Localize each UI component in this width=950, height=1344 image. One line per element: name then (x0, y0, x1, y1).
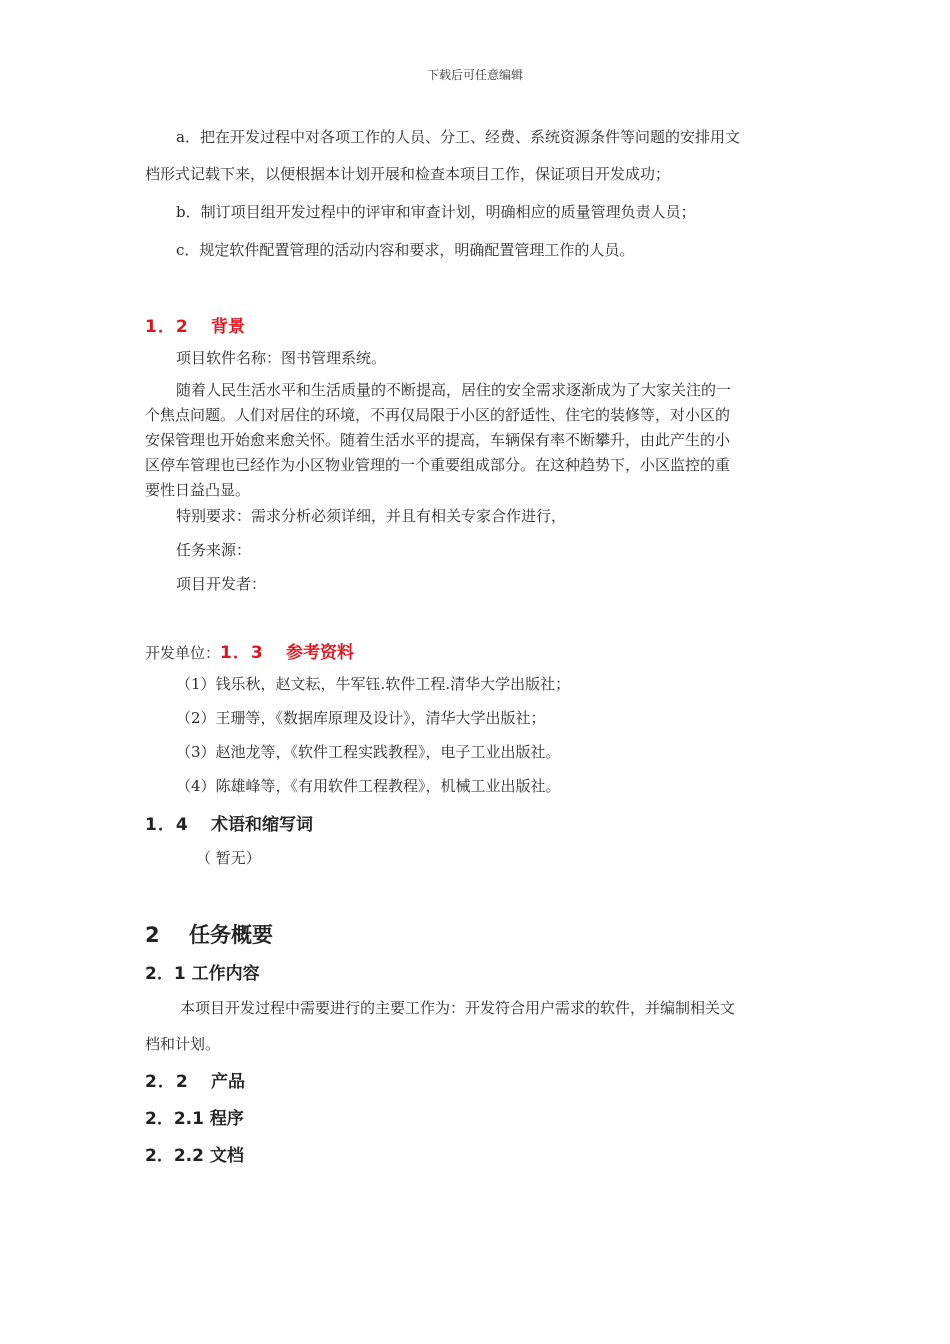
special-requirements: 特别要求：需求分析必须详细，并且有相关专家合作进行， (176, 507, 567, 525)
terms-none: （ 暂无） (196, 849, 261, 867)
section-2-2-heading (145, 1067, 245, 1092)
section-1-3-heading (145, 638, 354, 663)
reference-3: （3）赵池龙等，《软件工程实践教程》，电子工业出版社。 (176, 743, 561, 761)
section-number: 1．3 (220, 643, 264, 663)
section-number: 1．4 (145, 815, 189, 835)
background-line-5: 要性日益凸显。 (145, 481, 251, 499)
section-title: 产品 (211, 1072, 245, 1092)
work-content-line2: 档和计划。 (145, 1035, 221, 1053)
section-1-2-heading (145, 312, 245, 337)
section-number: 2．2 (145, 1072, 189, 1092)
work-content-line1: 本项目开发过程中需要进行的主要工作为：开发符合用户需求的软件，并编制相关文 (180, 999, 736, 1017)
reference-2: （2）王珊等，《数据库原理及设计》，清华大学出版社； (176, 709, 546, 727)
section-number: 2．1 (145, 964, 186, 984)
page-header: 下载后可任意编辑 (426, 68, 523, 82)
background-line-1: 随着人民生活水平和生活质量的不断提高，居住的安全需求逐渐成为了大家关注的一 (176, 381, 732, 399)
section-2-heading (145, 919, 273, 949)
software-name: 项目软件名称：图书管理系统。 (176, 349, 387, 367)
section-title: 工作内容 (191, 964, 260, 984)
section-number: 2．2.2 (145, 1146, 204, 1166)
background-line-4: 区停车管理也已经作为小区物业管理的一个重要组成部分。在这种趋势下，小区监控的重 (145, 456, 731, 474)
section-2-1-heading (145, 959, 260, 984)
section-1-4-heading (145, 810, 313, 835)
section-number: 2．2.1 (145, 1109, 204, 1129)
section-number: 2 (145, 923, 160, 947)
section-title: 参考资料 (286, 643, 355, 663)
task-source: 任务来源： (176, 541, 252, 559)
intro-a-line1: a．把在开发过程中对各项工作的人员、分工、经费、系统资源条件等问题的安排用文 (176, 128, 740, 146)
section-2-2-2-heading (145, 1141, 244, 1166)
reference-1: （1）钱乐秋，赵文耘，牛军钰.软件工程.清华大学出版社； (176, 675, 571, 693)
section-title: 文档 (209, 1146, 244, 1166)
section-title: 背景 (211, 317, 245, 337)
project-developer: 项目开发者： (176, 575, 267, 593)
intro-c: c．规定软件配置管理的活动内容和要求，明确配置管理工作的人员。 (176, 241, 635, 259)
intro-b: b．制订项目组开发过程中的评审和审查计划，明确相应的质量管理负责人员； (176, 203, 696, 221)
dev-unit-label: 开发单位： (145, 644, 221, 662)
section-title: 术语和缩写词 (211, 815, 313, 835)
section-2-2-1-heading (145, 1104, 244, 1129)
background-line-3: 安保管理也开始愈来愈关怀。随着生活水平的提高，车辆保有率不断攀升，由此产生的小 (145, 431, 731, 449)
section-number: 1．2 (145, 317, 189, 337)
section-title: 任务概要 (189, 923, 273, 947)
reference-4: （4）陈雄峰等，《有用软件工程教程》，机械工业出版社。 (176, 777, 561, 795)
section-title: 程序 (209, 1109, 244, 1129)
intro-a-line2: 档形式记载下来，以便根据本计划开展和检查本项目工作，保证项目开发成功； (145, 165, 671, 183)
background-line-2: 个焦点问题。人们对居住的环境，不再仅局限于小区的舒适性、住宅的装修等，对小区的 (145, 406, 731, 424)
